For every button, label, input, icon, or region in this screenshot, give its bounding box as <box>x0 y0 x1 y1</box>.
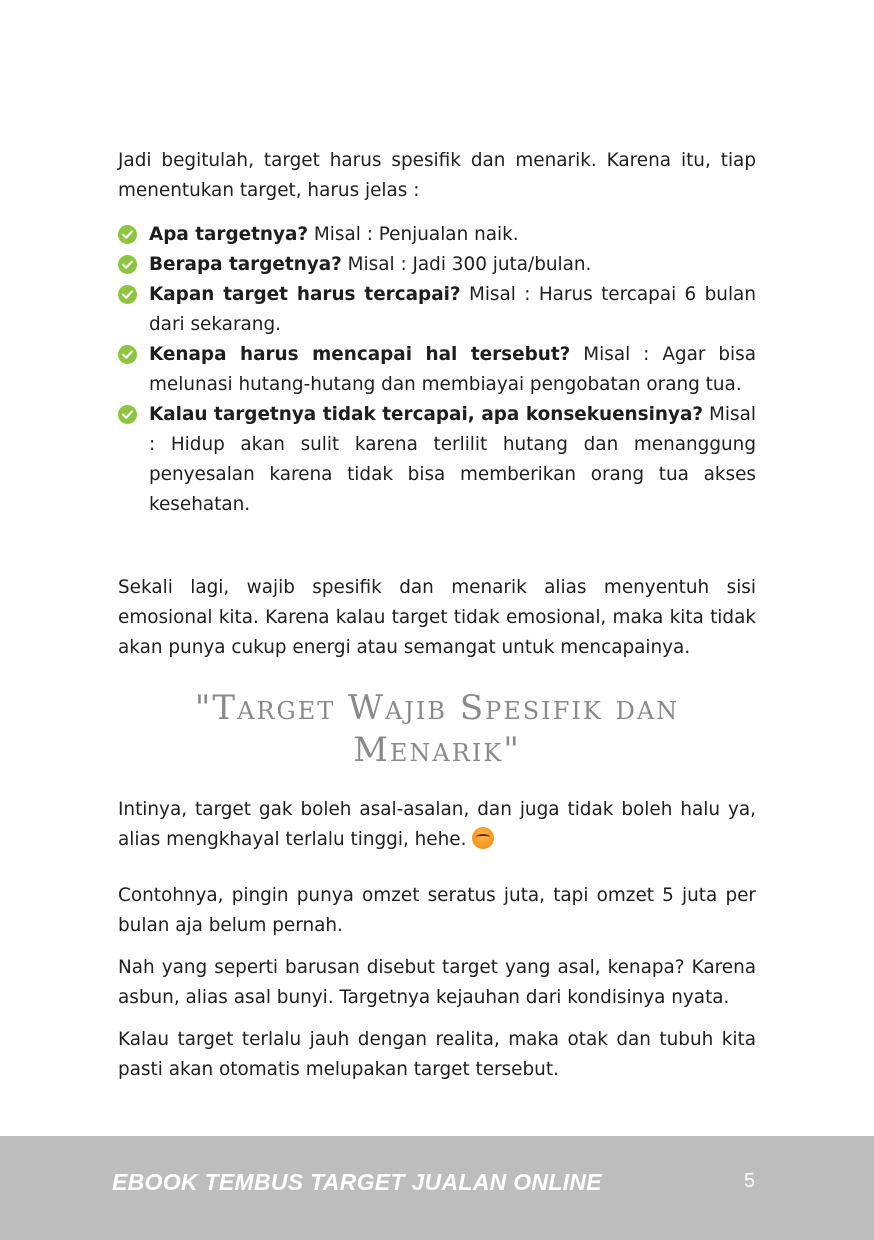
footer-book-title: EBOOK TEMBUS TARGET JUALAN ONLINE <box>112 1169 602 1195</box>
check-circle-icon <box>118 405 137 424</box>
checklist-question: Kapan target harus tercapai? <box>149 284 461 305</box>
paragraph-emotional: Sekali lagi, wajib spesifik dan menarik alias menyentuh sisi emosional kita. Karena kalau target tidak emosional, maka kita tidak akan punya cukup energi atau semangat untuk mencapainya. <box>118 577 756 658</box>
page-footer <box>0 1136 874 1240</box>
checklist-answer: Misal : Hidup akan sulit karena terlilit hutang dan menanggung penyesalan karena tidak bisa memberikan orang tua akses kesehatan. <box>149 404 756 515</box>
checklist-question: Berapa targetnya? <box>149 254 342 275</box>
checklist-question: Apa targetnya? <box>149 224 309 245</box>
page-content <box>118 146 756 1085</box>
paragraph-contohnya: Contohnya, pingin punya omzet seratus juta, tapi omzet 5 juta per bulan aja belum pernah. <box>118 885 756 936</box>
checklist-answer: Misal : Harus tercapai 6 bulan dari sekarang. <box>149 284 756 335</box>
paragraph-intinya-text: Intinya, target gak boleh asal-asalan, dan juga tidak boleh halu ya, alias mengkhayal terlalu tinggi, hehe. <box>118 799 756 850</box>
check-circle-icon <box>118 285 137 304</box>
checklist-answer: Misal : Agar bisa melunasi hutang-hutang dan membiayai pengobatan orang tua. <box>149 344 756 395</box>
checklist-answer: Misal : Penjualan naik. <box>308 224 519 245</box>
checklist-item <box>118 250 756 280</box>
page-number: 5 <box>744 1170 756 1192</box>
check-circle-icon <box>118 345 137 364</box>
checklist-item <box>118 400 756 520</box>
target-checklist <box>118 220 756 520</box>
check-circle-icon <box>118 255 137 274</box>
checklist-answer: Misal : Jadi 300 juta/bulan. <box>341 254 592 275</box>
pull-quote: "Target Wajib Spesifik dan Menarik" <box>194 688 680 770</box>
intro-paragraph: Jadi begitulah, target harus spesifik dan menarik. Karena itu, tiap menentukan target, harus jelas : <box>118 150 756 201</box>
smiling-face-with-hand-over-mouth-icon <box>472 827 494 849</box>
checklist-item <box>118 220 756 250</box>
paragraph-kalau: Kalau target terlalu jauh dengan realita, maka otak dan tubuh kita pasti akan otomatis melupakan target tersebut. <box>118 1029 756 1080</box>
checklist-question: Kenapa harus mencapai hal tersebut? <box>149 344 571 365</box>
checklist-item <box>118 340 756 400</box>
checklist-item <box>118 280 756 340</box>
paragraph-nah: Nah yang seperti barusan disebut target yang asal, kenapa? Karena asbun, alias asal bunyi. Targetnya kejauhan dari kondisinya nyata. <box>118 957 756 1008</box>
checklist-question: Kalau targetnya tidak tercapai, apa konsekuensinya? <box>149 404 704 425</box>
paragraph-intinya <box>118 795 756 855</box>
check-circle-icon <box>118 225 137 244</box>
